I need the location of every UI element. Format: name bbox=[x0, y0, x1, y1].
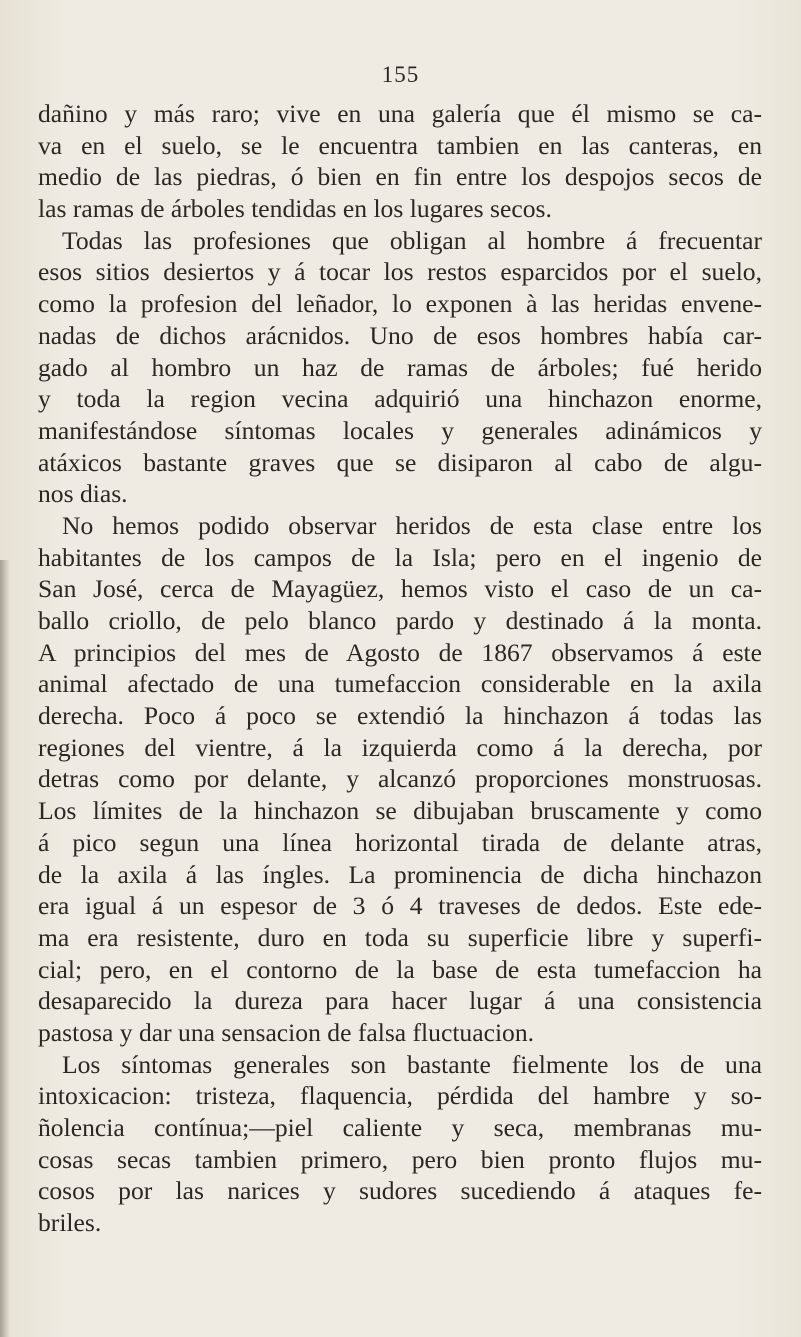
text-line: A principios del mes de Agosto de 1867 observamos á este bbox=[38, 637, 762, 667]
text-line: manifestándose síntomas locales y generales adinámicos y bbox=[38, 415, 762, 445]
text-line: cosas secas tambien primero, pero bien pronto flujos mu- bbox=[38, 1144, 762, 1174]
text-line: Los límites de la hinchazon se dibujaban bruscamente y como bbox=[38, 796, 762, 826]
text-line: habitantes de los campos de la Isla; pero en el ingenio de bbox=[38, 542, 762, 572]
text-line: á pico segun una línea horizontal tirada de delante atras, bbox=[38, 827, 762, 857]
text-line: ma era resistente, duro en toda su superficie libre y superfi- bbox=[38, 922, 762, 952]
text-line: cosos por las narices y sudores sucediendo á ataques fe- bbox=[38, 1176, 762, 1206]
text-line: era igual á un espesor de 3 ó 4 traveses de dedos. Este ede- bbox=[38, 891, 762, 921]
page-number: 155 bbox=[381, 62, 420, 87]
text-line: No hemos podido observar heridos de esta clase entre los bbox=[62, 510, 762, 540]
text-line: regiones del vientre, á la izquierda como á la derecha, por bbox=[38, 732, 762, 762]
text-line: como la profesion del leñador, lo exponen à las heridas envene- bbox=[38, 289, 762, 319]
text-line: medio de las piedras, ó bien en fin entre los despojos secos de bbox=[38, 162, 762, 192]
text-line: pastosa y dar una sensacion de falsa fluctuacion. bbox=[38, 1017, 535, 1047]
text-line: las ramas de árboles tendidas en los lugares secos. bbox=[38, 194, 552, 224]
text-line: cial; pero, en el contorno de la base de esta tumefaccion ha bbox=[38, 954, 762, 984]
text-line: briles. bbox=[38, 1208, 102, 1238]
text-line: animal afectado de una tumefaccion considerable en la axila bbox=[38, 669, 762, 699]
text-line: ballo criollo, de pelo blanco pardo y destinado á la monta. bbox=[38, 606, 762, 635]
text-line: desaparecido la dureza para hacer lugar á una consistencia bbox=[38, 986, 762, 1016]
text-line: dañino y más raro; vive en una galería que él mismo se ca- bbox=[38, 99, 762, 128]
text-line: y toda la region vecina adquirió una hinchazon enorme, bbox=[38, 384, 762, 414]
text-line: esos sitios desiertos y á tocar los restos esparcidos por el suelo, bbox=[38, 257, 762, 287]
text-line: de la axila á las íngles. La prominencia de dicha hinchazon bbox=[38, 859, 762, 889]
text-line: nadas de dichos arácnidos. Uno de esos hombres había car- bbox=[38, 320, 762, 350]
body-text bbox=[38, 98, 762, 1239]
text-line: San José, cerca de Mayagüez, hemos visto el caso de un ca- bbox=[38, 574, 762, 604]
text-line: va en el suelo, se le encuentra tambien en las canteras, en bbox=[38, 130, 762, 160]
text-line: intoxicacion: tristeza, flaquencia, pérdida del hambre y so- bbox=[38, 1081, 762, 1111]
text-line: Los síntomas generales son bastante fielmente los de una bbox=[62, 1049, 762, 1079]
text-line: atáxicos bastante graves que se disiparon al cabo de algu- bbox=[38, 447, 762, 477]
text-line: Todas las profesiones que obligan al hombre á frecuentar bbox=[62, 225, 762, 255]
text-line: derecha. Poco á poco se extendió la hinchazon á todas las bbox=[38, 701, 762, 731]
text-line: ñolencia contínua;—piel caliente y seca, membranas mu- bbox=[38, 1113, 762, 1142]
text-line: nos dias. bbox=[38, 479, 128, 509]
binding-shadow bbox=[0, 560, 10, 1337]
text-line: detras como por delante, y alcanzó proporciones monstruosas. bbox=[38, 764, 762, 794]
text-line: gado al hombro un haz de ramas de árboles; fué herido bbox=[38, 352, 762, 382]
